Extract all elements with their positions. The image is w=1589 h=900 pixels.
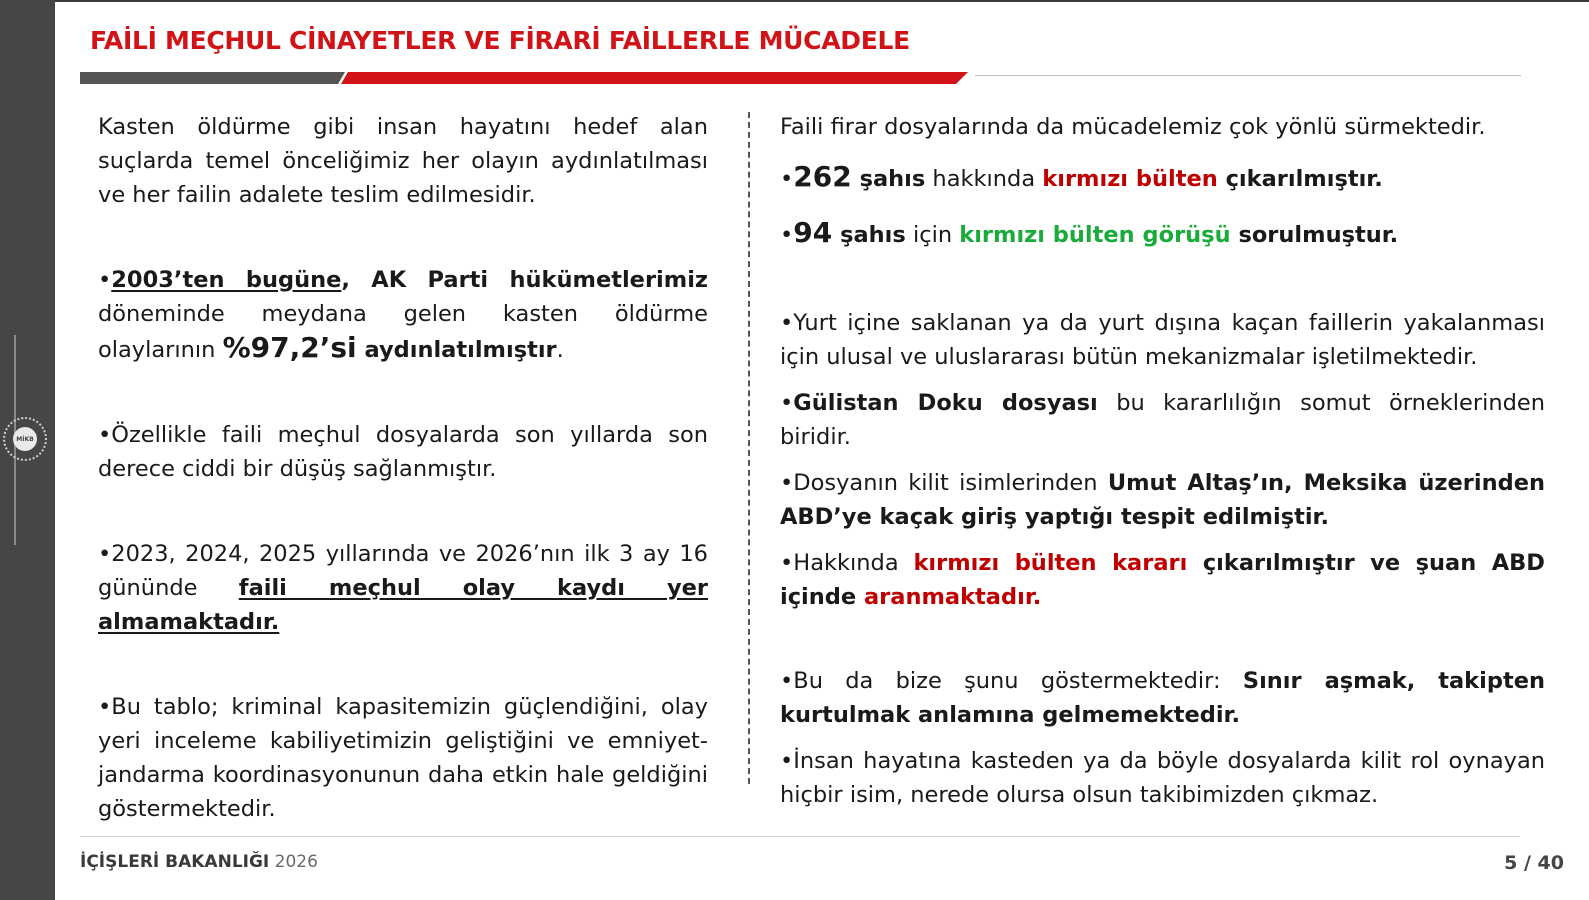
right-intro: Faili firar dosyalarında da mücadelemiz çok yönlü sürmektedir. (780, 114, 1486, 140)
bullet: • (780, 222, 794, 248)
solved-percentage: %97,2’si (222, 331, 357, 364)
red-notice-count: 262 (793, 160, 852, 193)
footer-year: 2026 (274, 852, 318, 872)
about-text: hakkında (925, 166, 1043, 192)
title-rule (975, 75, 1521, 76)
right-paragraph-final: •İnsan hayatına kasteden ya da böyle dosyalarda kilit rol oynayan hiçbir isim, nerede olursa olsun takibimizden çıkmaz. (780, 748, 1545, 808)
borders-lead: •Bu da bize şunu göstermektedir: (780, 668, 1243, 694)
right-opinion-count (780, 216, 1545, 252)
column-divider (748, 112, 750, 784)
right-paragraph-wanted (780, 546, 1545, 614)
period-end: . (556, 337, 564, 363)
right-paragraph-borders (780, 664, 1545, 732)
solved-text: aydınlatılmıştır (356, 337, 557, 363)
borders-conclusion: Sınır aşmak, takipten kurtulmak anlamına gelmemektedir. (780, 668, 1545, 728)
left-paragraph-1: Kasten öldürme gibi insan hayatını hedef alan suçlarda temel önceliğimiz her olayın aydınlatılması ve her failin adalete teslim edilmesidir. (98, 114, 708, 208)
person-unit: şahıs (851, 166, 926, 192)
key-name-detail: Umut Altaş’ın, Meksika üzerinden ABD’ye kaçak giriş yaptığı tespit edilmiştir. (780, 470, 1545, 530)
footer-organization (80, 852, 318, 872)
left-paragraph-5: •Bu tablo; kriminal kapasitemizin güçlendiğini, olay yeri inceleme kabiliyetimizin geliştiğini ve emniyet-jandarma koordinasyonunun daha etkin hale geldiğini göstermektedir. (98, 694, 708, 822)
comma: , (341, 267, 350, 293)
for-text: için (905, 222, 960, 248)
top-border (0, 0, 1589, 2)
right-red-notice-count (780, 160, 1545, 196)
asked-text: sorulmuştur. (1230, 222, 1399, 248)
case-description: bu kararlılığın somut örneklerinden biridir. (780, 390, 1545, 450)
period-text: 2003’ten bugüne (111, 267, 342, 293)
wanted-mid: çıkarılmıştır ve şuan ABD içinde (780, 550, 1545, 610)
ministry-name: İÇİŞLERİ BAKANLIĞI (80, 852, 270, 872)
left-paragraph-3: •Özellikle faili meçhul dosyalarda son yıllarda son derece ciddi bir düşüş sağlanmıştır. (98, 422, 708, 482)
issued-text: çıkarılmıştır. (1217, 166, 1383, 192)
right-column (780, 110, 1545, 812)
red-notice-text: kırmızı bülten (1042, 166, 1218, 192)
opinion-count: 94 (793, 216, 833, 249)
left-paragraph-2 (98, 263, 708, 367)
title-bar-red-segment (341, 72, 968, 84)
title-underline-bar (80, 72, 980, 84)
red-notice-opinion-text: kırmızı bülten görüşü (959, 222, 1231, 248)
bullet: • (780, 166, 794, 192)
period-description: döneminde meydana gelen kasten öldürme olaylarının (98, 301, 708, 363)
years-text: •2023, 2024, 2025 yıllarında ve 2026’nın ilk 3 ay 16 gününde (98, 541, 708, 601)
title-bar-gray-segment (80, 72, 345, 84)
left-column (98, 110, 708, 826)
case-name: Gülistan Doku dosyası (793, 390, 1098, 416)
no-unsolved-record-text: faili meçhul olay kaydı yer almamaktadır. (98, 575, 708, 635)
person-unit: şahıs (832, 222, 906, 248)
bullet: • (98, 267, 112, 293)
footer-rule (80, 836, 1520, 837)
key-name-lead: •Dosyanın kilit isimlerinden (780, 470, 1108, 496)
page-number: 5 / 40 (1504, 852, 1564, 874)
bullet: • (780, 390, 794, 416)
wanted-status: aranmaktadır. (863, 584, 1042, 610)
right-paragraph-key-name (780, 466, 1545, 534)
ministry-seal-icon (3, 417, 47, 461)
slide-title: FAİLİ MEÇHUL CİNAYETLER VE FİRARİ FAİLLERLE MÜCADELE (90, 26, 910, 55)
government-text: AK Parti hükümetlerimiz (349, 267, 709, 293)
wanted-lead: •Hakkında (780, 550, 914, 576)
right-paragraph-mechanisms: •Yurt içine saklanan ya da yurt dışına kaçan faillerin yakalanması için ulusal ve uluslararası bütün mekanizmalar işletilmektedir. (780, 310, 1545, 370)
red-notice-decision: kırmızı bülten kararı (913, 550, 1188, 576)
right-paragraph-gulistan (780, 386, 1545, 454)
seal-center: MİKB (13, 427, 37, 451)
left-paragraph-4 (98, 537, 708, 639)
